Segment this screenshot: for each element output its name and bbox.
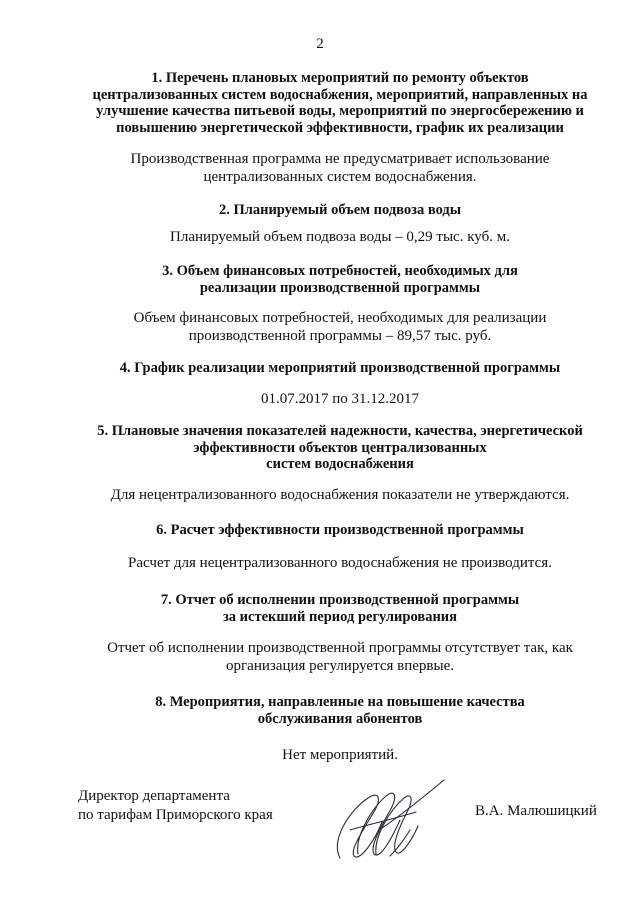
section-8-heading-line: обслуживания абонентов: [257, 710, 423, 727]
section-3-heading: [60, 263, 620, 296]
signatory-title-line: Директор департамента: [78, 788, 230, 804]
section-1-body-line: централизованных систем водоснабжения.: [203, 168, 477, 185]
section-4-body: [60, 391, 620, 409]
section-3-heading-line: реализации производственной программы: [199, 279, 481, 296]
section-5-body: [60, 487, 620, 505]
section-3-body: [60, 310, 620, 345]
section-2-body-line: Планируемый объем подвоза воды – 0,29 тыс. куб. м.: [170, 229, 510, 245]
signatory-name: В.А. Малюшицкий: [475, 803, 597, 819]
section-6-heading: [60, 522, 620, 539]
section-1-heading-line: повышению энергетической эффективности, график их реализации: [116, 119, 564, 136]
section-3-body-line: Объем финансовых потребностей, необходимых для реализации: [133, 310, 547, 326]
section-2-body: [60, 229, 620, 247]
handwritten-signature: [320, 770, 450, 870]
section-7-heading-line: за истекший период регулирования: [222, 608, 458, 625]
section-1-heading: [60, 70, 620, 136]
section-2-heading: [60, 202, 620, 219]
section-1-heading-line: централизованных систем водоснабжения, мероприятий, направленных на: [92, 86, 588, 103]
section-1-body-line: Производственная программа не предусматривает использование: [130, 151, 550, 167]
section-7-body-line: Отчет об исполнении производственной программы отсутствует так, как: [107, 640, 573, 656]
section-6-heading-line: 6. Расчет эффективности производственной программы: [156, 522, 524, 538]
section-5-heading: [60, 423, 620, 473]
page-number: 2: [316, 36, 324, 52]
section-5-heading-line: 5. Плановые значения показателей надежности, качества, энергетической: [97, 423, 583, 439]
section-8-heading: [60, 694, 620, 727]
section-7-heading: [60, 592, 620, 625]
section-3-heading-line: 3. Объем финансовых потребностей, необходимых для: [162, 263, 518, 279]
section-7-body: [60, 640, 620, 675]
section-6-body-line: Расчет для нецентрализованного водоснабжения не производится.: [128, 555, 552, 571]
signatory-title-line: по тарифам Приморского края: [78, 807, 273, 823]
section-6-body: [60, 555, 620, 573]
section-2-heading-line: 2. Планируемый объем подвоза воды: [218, 202, 462, 218]
section-4-body-line: 01.07.2017 по 31.12.2017: [260, 391, 420, 407]
signatory-title: [78, 787, 273, 825]
section-8-body: [60, 747, 620, 765]
section-1-heading-line: 1. Перечень плановых мероприятий по ремонту объектов: [151, 70, 529, 86]
section-1-heading-line: улучшение качества питьевой воды, мероприятий по энергосбережению и: [96, 103, 584, 119]
section-7-heading-line: 7. Отчет об исполнении производственной программы: [160, 592, 520, 608]
section-8-heading-line: 8. Мероприятия, направленные на повышение качества: [155, 694, 525, 710]
section-5-body-line: Для нецентрализованного водоснабжения показатели не утверждаются.: [110, 487, 570, 503]
section-8-body-line: Нет мероприятий.: [282, 747, 398, 763]
section-4-heading-line: 4. График реализации мероприятий производственной программы: [119, 360, 561, 376]
section-5-heading-line: эффективности объектов централизованных: [193, 439, 487, 456]
section-7-body-line: организация регулируется впервые.: [226, 657, 454, 674]
section-4-heading: [60, 360, 620, 377]
section-5-heading-line: систем водоснабжения: [266, 456, 414, 472]
section-1-body: [60, 151, 620, 186]
section-3-body-line: производственной программы – 89,57 тыс. руб.: [188, 327, 492, 344]
